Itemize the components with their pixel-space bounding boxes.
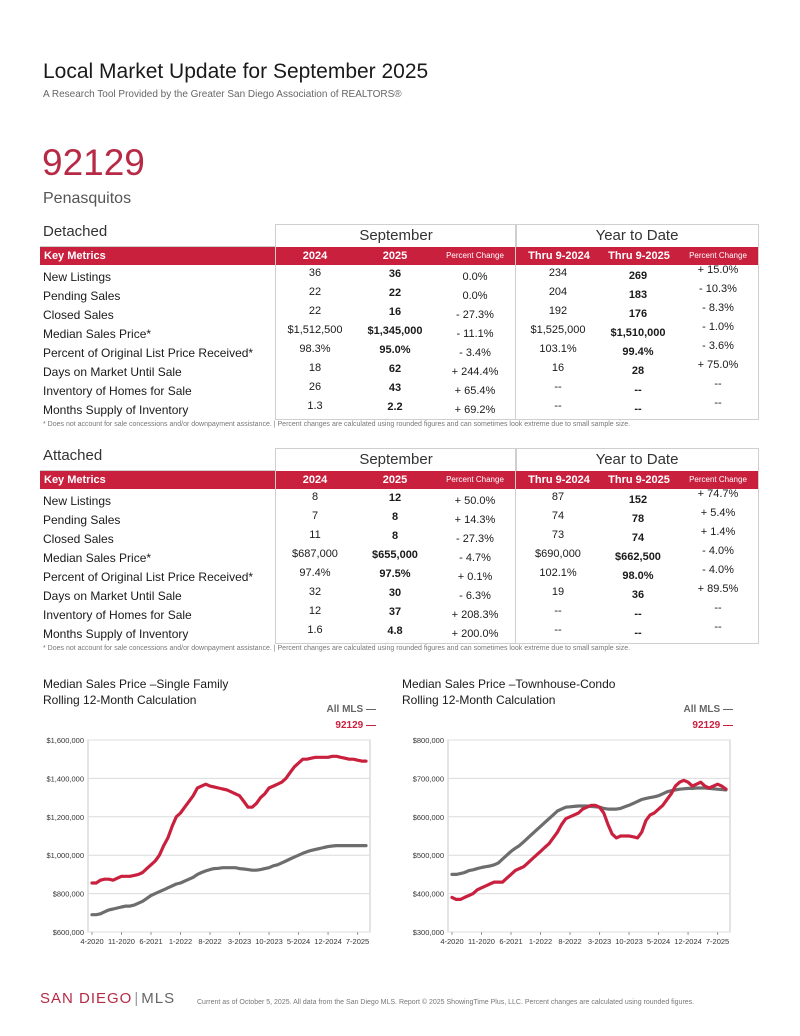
col-thru-2025: Thru 9-2025 bbox=[608, 250, 670, 262]
col-pct-month: Percent Change bbox=[446, 251, 504, 260]
ytd-2025-value: 269 bbox=[628, 270, 648, 282]
metric-label: Inventory of Homes for Sale bbox=[43, 384, 192, 398]
chart-subtitle: Rolling 12-Month Calculation bbox=[402, 693, 556, 707]
y-tick-label: $1,200,000 bbox=[46, 812, 84, 822]
ytd-2024-value: -- bbox=[554, 624, 562, 636]
month-2024-value: 1.3 bbox=[307, 400, 323, 412]
ytd-2025-value: -- bbox=[634, 627, 642, 639]
plot-area bbox=[88, 740, 370, 932]
month-2024-value: 8 bbox=[311, 491, 319, 503]
x-tick-label: 11-2020 bbox=[108, 937, 135, 946]
metric-label: Percent of Original List Price Received* bbox=[43, 570, 254, 584]
chart-townhouse-condo bbox=[390, 732, 740, 952]
series-line-92129 bbox=[92, 756, 366, 883]
series-line-92129 bbox=[452, 780, 726, 899]
ytd-pct-change: + 89.5% bbox=[697, 583, 739, 595]
ytd-2024-value: 87 bbox=[551, 491, 565, 503]
metric-label: Median Sales Price* bbox=[43, 551, 152, 565]
month-pct-change: - 27.3% bbox=[456, 533, 494, 545]
x-tick-label: 3-2023 bbox=[227, 937, 252, 946]
section-label: Detached bbox=[43, 223, 108, 240]
col-pct-month: Percent Change bbox=[446, 475, 504, 484]
ytd-pct-change: + 15.0% bbox=[697, 264, 739, 276]
x-tick-label: 11-2020 bbox=[468, 937, 495, 946]
chart-single-family-title bbox=[43, 676, 228, 708]
section-label: Attached bbox=[43, 447, 103, 464]
ytd-pct-change: + 74.7% bbox=[697, 488, 739, 500]
month-2025-value: 97.5% bbox=[379, 568, 411, 580]
month-2025-value: 37 bbox=[388, 606, 402, 618]
table-footnote: * Does not account for sale concessions and/or downpayment assistance. | Percent changes are calculated using rounded figures and can sometimes look extreme due to small sample size. bbox=[43, 645, 631, 652]
ytd-2024-value: 204 bbox=[548, 286, 568, 298]
x-tick-label: 7-2025 bbox=[705, 937, 730, 946]
metric-label: Closed Sales bbox=[43, 308, 114, 322]
x-tick-label: 5-2024 bbox=[286, 937, 311, 946]
metric-label: Months Supply of Inventory bbox=[43, 403, 189, 417]
month-2024-value: 98.3% bbox=[299, 343, 331, 355]
month-pct-change: + 244.4% bbox=[451, 366, 499, 378]
month-2024-value: 1.6 bbox=[307, 624, 323, 636]
ytd-pct-change: - 10.3% bbox=[699, 283, 737, 295]
table-footnote: * Does not account for sale concessions and/or downpayment assistance. | Percent changes are calculated using rounded figures and can sometimes look extreme due to small sample size. bbox=[43, 421, 631, 428]
x-tick-label: 8-2022 bbox=[558, 937, 582, 946]
series-line-all-mls bbox=[452, 788, 726, 874]
x-tick-label: 10-2023 bbox=[615, 937, 643, 946]
month-2025-value: 16 bbox=[388, 306, 402, 318]
month-pct-change: + 14.3% bbox=[454, 514, 496, 526]
x-tick-label: 10-2023 bbox=[255, 937, 283, 946]
area-name: Penasquitos bbox=[43, 190, 132, 207]
y-tick-label: $300,000 bbox=[412, 928, 444, 937]
page-subtitle: A Research Tool Provided by the Greater San Diego Association of REALTORS® bbox=[43, 89, 402, 100]
metric-label: Pending Sales bbox=[43, 289, 121, 303]
month-2025-value: 12 bbox=[388, 492, 402, 504]
month-2025-value: 4.8 bbox=[387, 625, 403, 637]
ytd-pct-change: - 4.0% bbox=[702, 564, 734, 576]
plot-area bbox=[448, 740, 730, 932]
legend-92129: 92129 — bbox=[335, 720, 376, 731]
month-pct-change: - 6.3% bbox=[459, 590, 491, 602]
chart-single-family bbox=[30, 732, 380, 952]
ytd-2025-value: $1,510,000 bbox=[610, 327, 666, 339]
metric-label: New Listings bbox=[43, 270, 112, 284]
metric-label: Months Supply of Inventory bbox=[43, 627, 189, 641]
logo-separator: | bbox=[134, 990, 140, 1007]
ytd-2025-value: 183 bbox=[628, 289, 648, 301]
chart-title: Median Sales Price –Townhouse-Condo bbox=[402, 677, 616, 691]
y-tick-label: $1,400,000 bbox=[46, 774, 84, 784]
table-row bbox=[40, 547, 758, 566]
month-pct-change: 0.0% bbox=[462, 271, 488, 283]
chart-title: Median Sales Price –Single Family bbox=[43, 677, 229, 691]
chart-townhouse-legend bbox=[633, 702, 733, 734]
ytd-2025-value: 74 bbox=[631, 532, 645, 544]
table-row bbox=[40, 323, 758, 342]
month-pct-change: - 3.4% bbox=[459, 347, 491, 359]
series-line-all-mls bbox=[92, 846, 366, 915]
month-pct-change: + 50.0% bbox=[454, 495, 496, 507]
x-tick-label: 7-2025 bbox=[345, 937, 370, 946]
ytd-2025-value: -- bbox=[634, 608, 642, 620]
month-2024-value: 22 bbox=[308, 305, 322, 317]
month-2025-value: 30 bbox=[388, 587, 402, 599]
ytd-2024-value: 19 bbox=[551, 586, 565, 598]
table-row bbox=[40, 623, 758, 642]
logo-text-right: MLS bbox=[141, 990, 176, 1007]
month-2025-value: 36 bbox=[388, 268, 402, 280]
ytd-pct-change: + 1.4% bbox=[700, 526, 736, 538]
ytd-2024-value: 16 bbox=[551, 362, 565, 374]
ytd-2024-value: 74 bbox=[551, 510, 565, 522]
month-2025-value: 2.2 bbox=[387, 401, 403, 413]
month-2024-value: 22 bbox=[308, 286, 322, 298]
col-thru-2025: Thru 9-2025 bbox=[608, 474, 670, 486]
ytd-pct-change: + 75.0% bbox=[697, 359, 739, 371]
ytd-pct-change: - 3.6% bbox=[702, 340, 734, 352]
x-tick-label: 4-2020 bbox=[440, 937, 464, 946]
x-tick-label: 8-2022 bbox=[198, 937, 222, 946]
y-tick-label: $400,000 bbox=[412, 889, 444, 899]
x-tick-label: 6-2021 bbox=[139, 937, 163, 946]
ytd-2025-value: 28 bbox=[631, 365, 645, 377]
x-tick-label: 12-2024 bbox=[674, 937, 702, 946]
col-key-metrics: Key Metrics bbox=[44, 250, 106, 262]
month-pct-change: - 27.3% bbox=[456, 309, 494, 321]
ytd-pct-change: -- bbox=[714, 621, 722, 633]
logo-text-left: SAN DIEGO bbox=[40, 990, 133, 1007]
zip-code: 92129 bbox=[42, 142, 145, 183]
x-tick-label: 1-2022 bbox=[528, 937, 553, 946]
x-tick-label: 3-2023 bbox=[587, 937, 612, 946]
ytd-pct-change: -- bbox=[714, 602, 722, 614]
metric-label: Median Sales Price* bbox=[43, 327, 152, 341]
x-tick-label: 1-2022 bbox=[168, 937, 193, 946]
footer-disclaimer: Current as of October 5, 2025. All data from the San Diego MLS. Report © 2025 ShowingTime Plus, LLC. Percent changes are calculated using rounded figures. bbox=[197, 999, 695, 1006]
table-row bbox=[40, 490, 758, 509]
y-tick-label: $600,000 bbox=[412, 812, 444, 822]
ytd-2025-value: $662,500 bbox=[615, 551, 661, 563]
ytd-2025-value: 99.4% bbox=[622, 346, 654, 358]
y-tick-label: $800,000 bbox=[412, 736, 444, 745]
y-tick-label: $700,000 bbox=[412, 774, 444, 784]
month-2025-value: 8 bbox=[391, 530, 399, 542]
table-row bbox=[40, 285, 758, 304]
month-2024-value: 32 bbox=[308, 586, 322, 598]
month-pct-change: + 69.2% bbox=[454, 404, 496, 416]
chart-townhouse-title bbox=[402, 676, 615, 708]
month-pct-change: - 4.7% bbox=[459, 552, 491, 564]
ytd-pct-change: - 8.3% bbox=[702, 302, 734, 314]
month-2025-value: $1,345,000 bbox=[367, 325, 423, 337]
ytd-pct-change: - 1.0% bbox=[702, 321, 734, 333]
y-tick-label: $800,000 bbox=[52, 889, 84, 899]
period-header-month: September bbox=[275, 224, 517, 247]
metric-label: Days on Market Until Sale bbox=[43, 589, 182, 603]
table-row bbox=[40, 342, 758, 361]
ytd-2024-value: 103.1% bbox=[539, 343, 577, 355]
table-row bbox=[40, 266, 758, 285]
san-diego-mls-logo bbox=[40, 990, 175, 1007]
month-pct-change: + 0.1% bbox=[457, 571, 493, 583]
ytd-2024-value: -- bbox=[554, 605, 562, 617]
table-row bbox=[40, 604, 758, 623]
col-2025: 2025 bbox=[382, 474, 408, 486]
month-2025-value: 22 bbox=[388, 287, 402, 299]
col-2025: 2025 bbox=[382, 250, 408, 262]
table-row bbox=[40, 304, 758, 323]
x-tick-label: 6-2021 bbox=[499, 937, 523, 946]
ytd-2024-value: -- bbox=[554, 400, 562, 412]
y-tick-label: $1,000,000 bbox=[46, 851, 84, 861]
table-row bbox=[40, 528, 758, 547]
table-row bbox=[40, 509, 758, 528]
chart-single-family-legend bbox=[276, 702, 376, 734]
month-2024-value: 36 bbox=[308, 267, 322, 279]
period-header-month: September bbox=[275, 448, 517, 471]
y-tick-label: $600,000 bbox=[52, 928, 84, 937]
ytd-2025-value: 152 bbox=[628, 494, 648, 506]
ytd-2024-value: 102.1% bbox=[539, 567, 577, 579]
metric-label: Inventory of Homes for Sale bbox=[43, 608, 192, 622]
x-tick-label: 12-2024 bbox=[314, 937, 342, 946]
table-row bbox=[40, 585, 758, 604]
month-2025-value: 62 bbox=[388, 363, 402, 375]
ytd-2025-value: 78 bbox=[631, 513, 645, 525]
ytd-pct-change: -- bbox=[714, 378, 722, 390]
ytd-2024-value: 234 bbox=[548, 267, 568, 279]
ytd-pct-change: - 4.0% bbox=[702, 545, 734, 557]
month-pct-change: - 11.1% bbox=[456, 328, 494, 340]
legend-92129: 92129 — bbox=[692, 720, 733, 731]
col-key-metrics: Key Metrics bbox=[44, 474, 106, 486]
month-2024-value: 18 bbox=[308, 362, 322, 374]
table-row bbox=[40, 380, 758, 399]
table-row bbox=[40, 361, 758, 380]
col-thru-2024: Thru 9-2024 bbox=[528, 250, 590, 262]
x-tick-label: 5-2024 bbox=[646, 937, 671, 946]
metric-label: Days on Market Until Sale bbox=[43, 365, 182, 379]
ytd-2024-value: $1,525,000 bbox=[530, 324, 586, 336]
month-2024-value: 7 bbox=[311, 510, 319, 522]
month-2024-value: 97.4% bbox=[299, 567, 331, 579]
col-2024: 2024 bbox=[302, 474, 328, 486]
month-pct-change: 0.0% bbox=[462, 290, 488, 302]
ytd-pct-change: + 5.4% bbox=[700, 507, 736, 519]
metric-label: Closed Sales bbox=[43, 532, 114, 546]
col-thru-2024: Thru 9-2024 bbox=[528, 474, 590, 486]
ytd-2025-value: 176 bbox=[628, 308, 648, 320]
month-pct-change: + 208.3% bbox=[451, 609, 499, 621]
ytd-2024-value: 192 bbox=[548, 305, 568, 317]
month-2024-value: $1,512,500 bbox=[287, 324, 343, 336]
metric-label: Percent of Original List Price Received* bbox=[43, 346, 254, 360]
ytd-2025-value: -- bbox=[634, 403, 642, 415]
metric-label: Pending Sales bbox=[43, 513, 121, 527]
page-title: Local Market Update for September 2025 bbox=[43, 60, 429, 83]
y-tick-label: $500,000 bbox=[412, 851, 444, 861]
table-row bbox=[40, 399, 758, 418]
month-2024-value: 26 bbox=[308, 381, 322, 393]
ytd-2024-value: 73 bbox=[551, 529, 565, 541]
month-2025-value: $655,000 bbox=[372, 549, 418, 561]
month-2024-value: 12 bbox=[308, 605, 322, 617]
ytd-2025-value: -- bbox=[634, 384, 642, 396]
month-2025-value: 43 bbox=[388, 382, 402, 394]
legend-all-mls: All MLS — bbox=[683, 704, 733, 715]
y-tick-label: $1,600,000 bbox=[46, 736, 84, 745]
month-2024-value: $687,000 bbox=[292, 548, 338, 560]
chart-subtitle: Rolling 12-Month Calculation bbox=[43, 693, 197, 707]
table-row bbox=[40, 566, 758, 585]
metric-label: New Listings bbox=[43, 494, 112, 508]
ytd-pct-change: -- bbox=[714, 397, 722, 409]
month-2025-value: 95.0% bbox=[379, 344, 411, 356]
period-header-ytd: Year to Date bbox=[515, 224, 759, 247]
ytd-2025-value: 98.0% bbox=[622, 570, 654, 582]
month-pct-change: + 200.0% bbox=[451, 628, 499, 640]
legend-all-mls: All MLS — bbox=[326, 704, 376, 715]
ytd-2025-value: 36 bbox=[631, 589, 645, 601]
month-2024-value: 11 bbox=[309, 529, 321, 541]
ytd-2024-value: -- bbox=[554, 381, 562, 393]
col-pct-ytd: Percent Change bbox=[689, 251, 747, 260]
col-2024: 2024 bbox=[302, 250, 328, 262]
month-2025-value: 8 bbox=[391, 511, 399, 523]
month-pct-change: + 65.4% bbox=[454, 385, 496, 397]
x-tick-label: 4-2020 bbox=[80, 937, 104, 946]
period-header-ytd: Year to Date bbox=[515, 448, 759, 471]
col-pct-ytd: Percent Change bbox=[689, 475, 747, 484]
ytd-2024-value: $690,000 bbox=[535, 548, 581, 560]
